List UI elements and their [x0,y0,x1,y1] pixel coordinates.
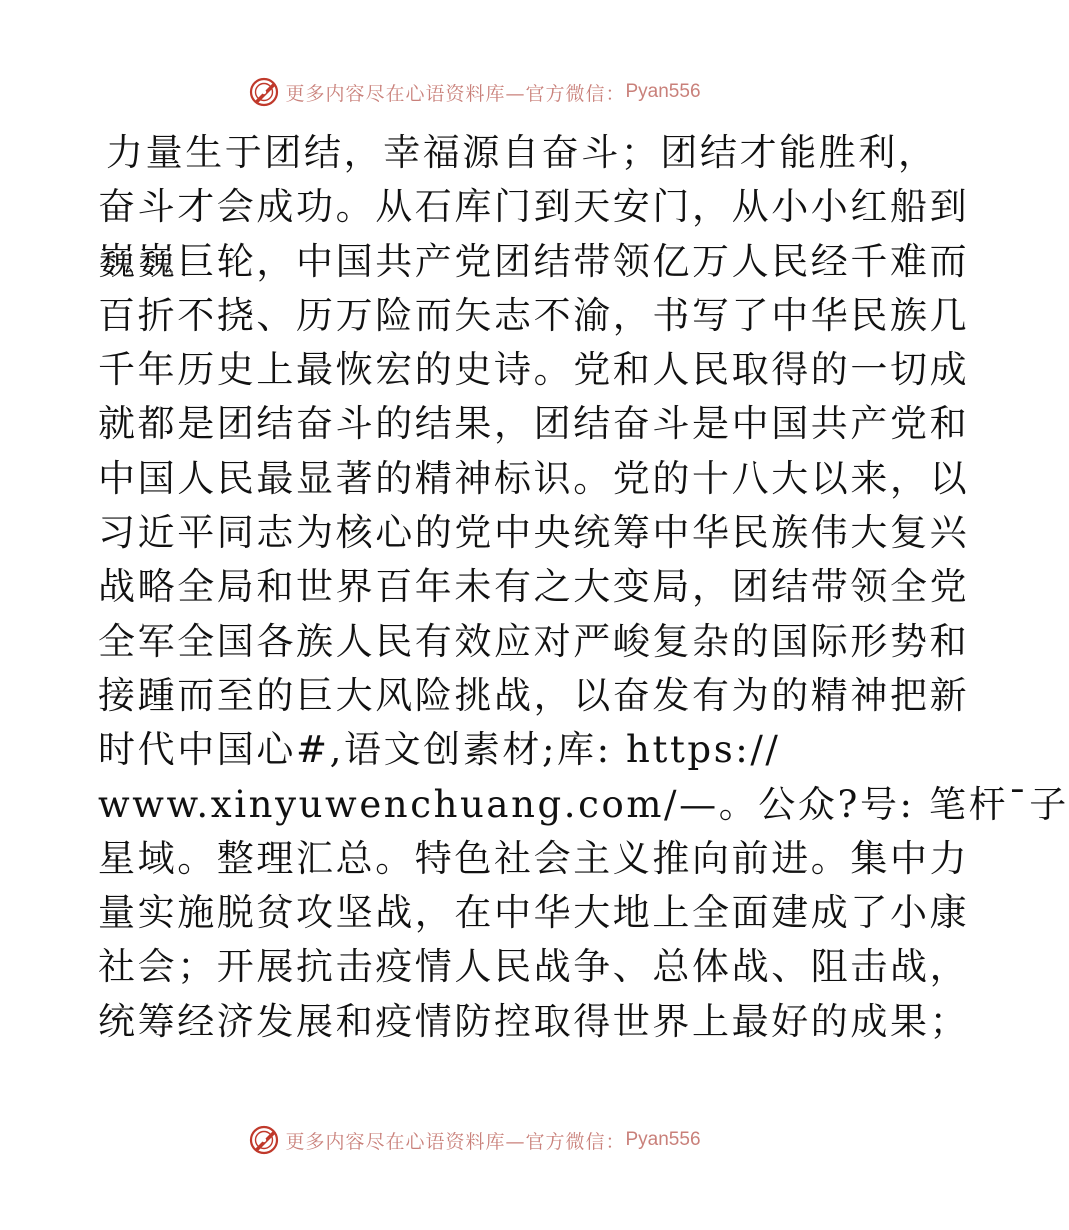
header-watermark [0,72,950,112]
footer-watermark [0,1120,950,1160]
body-paragraph [98,126,1069,1049]
text-line: 习近平同志为核心的党中央统筹中华民族伟大复兴 [98,511,970,555]
text-line: 巍巍巨轮，中国共产党团结带领亿万人民经千难而 [98,239,970,283]
text-line: www.xinyuwenchuang.com/—。公众?号: 笔杆¯子 [98,782,1069,826]
text-line: 百折不挠、历万险而矢志不渝，书写了中华民族几 [98,293,970,337]
text-line: 社会；开展抗击疫情人民战争、总体战、阻击战， [98,945,970,989]
logo-icon [249,77,279,107]
text-line: 战略全局和世界百年未有之大变局，团结带领全党 [98,565,970,609]
logo-icon [249,1125,279,1155]
text-line: 量实施脱贫攻坚战，在中华大地上全面建成了小康 [98,891,970,935]
text-line: 全军全国各族人民有效应对严峻复杂的国际形势和 [98,619,970,663]
text-line: 接踵而至的巨大风险挑战，以奋发有为的精神把新 [98,673,970,717]
text-line: 就都是团结奋斗的结果，团结奋斗是中国共产党和 [98,402,970,446]
text-line: 千年历史上最恢宏的史诗。党和人民取得的一切成 [98,348,970,392]
text-line: 时代中国心#,语文创素材;库: https:// [98,728,781,772]
watermark-id: Pyan556 [625,81,701,102]
watermark-id: Pyan556 [625,1129,701,1150]
text-line: 星域。整理汇总。特色社会主义推向前进。集中力 [98,836,970,880]
text-line: 中国人民最显著的精神标识。党的十八大以来，以 [98,456,970,500]
text-line: 统筹经济发展和疫情防控取得世界上最好的成果； [98,999,970,1043]
text-line: 奋斗才会成功。从石库门到天安门，从小小红船到 [98,185,970,229]
watermark-text: 更多内容尽在心语资料库—官方微信： [285,1130,626,1153]
text-line: 力量生于团结，幸福源自奋斗；团结才能胜利， [106,131,938,174]
watermark-text: 更多内容尽在心语资料库—官方微信： [285,82,626,105]
